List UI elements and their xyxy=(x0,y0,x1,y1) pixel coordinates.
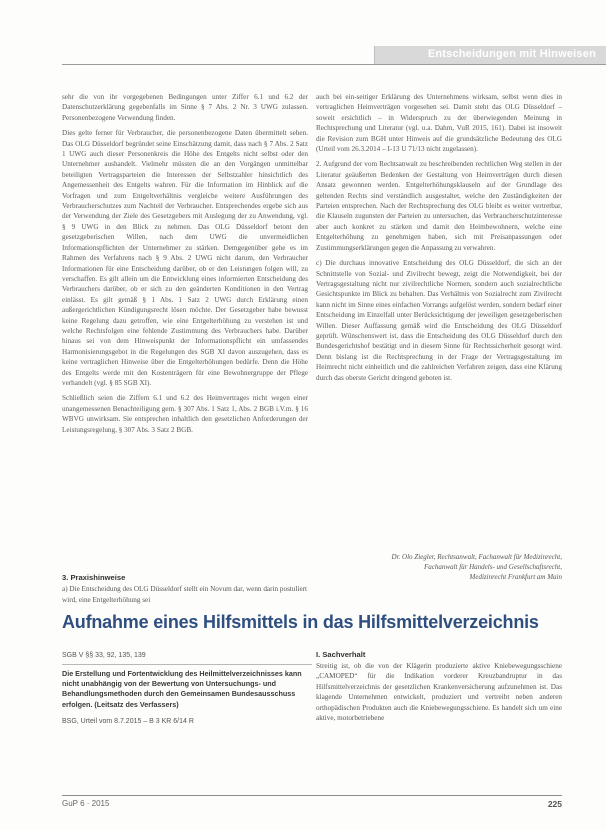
headnote: Die Erstellung und Fortentwicklung des Heilmittelverzeichnisses kann nicht unabhängig von der Bewertung von Untersuchungs- und Behandlungsmethoden durch den Gemeinsamen Bundesausschuss erfolgen. (Leitsatz des Verfassers) xyxy=(62,669,302,709)
page-number: 225 xyxy=(547,799,562,809)
article-title: Aufnahme eines Hilfsmittels in das Hilfsmittelverzeichnis xyxy=(62,612,539,632)
facts-section xyxy=(316,650,562,723)
signature-line-2: Fachanwalt für Handels- und Gesellschaftsrecht, xyxy=(424,563,562,571)
right-paragraph-2: 2. Aufgrund der vom Rechtsanwalt zu beschreibenden rechtlichen Weg stellen in der Literatur geäußerten Bedenken der Gestaltung von Heimverträgen durch diesen Ansatz gewonnen werden. Entgelterhöhungsklauseln auf der Grundlage des geltenden Rechts sind verständlich ausgestaltet, welche den Zuständigkeiten der Parteien entsprechen. Nach der Rechtsprechung des OLG bleibt es weiter vertretbar, die Klauseln zugunsten der Parteien zu untersuchen, das Verbraucherschutzinteresse aber auch konkret zu stärken und damit den Heimbewohnern, welche eine Entgelterhöhung zu genehmigen haben, sich mit Preisanpassungen oder Zustimmungserklärungen gegen die Anpassung zu verwahren. xyxy=(316,160,562,252)
facts-heading: I. Sachverhalt xyxy=(316,650,366,659)
left-paragraph-1: sehr die von ihr vorgegebenen Bedingungen unter Ziffer 6.1 und 6.2 der Datenschutzerklärung gegebenfalls im Sinne § 7 Abs. 2 Nr. 3 UWG zulassen. Personenbezogene Verwendung finden. xyxy=(62,93,308,122)
right-text-column xyxy=(316,92,562,388)
signature-line-1: Dr. Olo Ziegler, Rechtsanwalt, Fachanwalt für Medizinrecht, xyxy=(391,553,562,561)
left-paragraph-2: Dies gelte ferner für Verbraucher, die personenbezogene Daten übermittelt sehen. Das OLG Düsseldorf begründet seine Einschätzung damit, dass nach § 7 Abs. 2 Satz 1 UWG auch dieser Personenkreis die Höhe des Entgelts nicht selbst oder den Unternehmer aushandelt. Vielmehr müssten die an den Vorgängen unmittelbar beteiligten Vertragsparteien die Interessen der Selbstzahler hinsichtlich des Angemessenheit des Entgelts wahren. Für die Information im Hinblick auf die Vorfragen und zum Entgeltverhältnis vergleiche weitere Ausführungen des Verbraucherschutzes zum Nachteil der Verbraucher. Entsprechendes ergebe sich aus der Verwendung der Ziele des Gesetzgebers mit Auslegung der zu Anwendung, vgl. § 9 UWG in den Blick zu nehmen. Das OLG Düsseldorf betont den gesetzgeberischen Willen, nach dem UWG die unvermeidlichen Informationspflichten der Unternehmer zu stärken. Demgegenüber gehe es im Rahmen des Verfahrens nach § 9 Abs. 2 UWG nicht darum, den Verbraucher Informationen für eine Entscheidung darüber, ob er den Leistungen folgen will, zu verschaffen. Es gilt allein um die Entwicklung eines informierten Entscheidung des Verbrauchers darüber, ob er sich zu den geänderten Konditionen in den Vertrag einlässt. Es gilt gemäß § 1 Abs. 1 Satz 2 UWG durch Erklärung einen außergerichtlichen Kündigungsrecht lösen möchte. Der Gesetzgeber habe bewusst keine Regelung dazu getroffen, wie eine Entgelterhöhung zu verstehen ist und welche Rechtsfolgen eine fehlende Zustimmung des Verbrauchers habe. Darüber hinaus sei von dem Hinweispunkt der Informationspflicht ein umfassendes Harmonisierungsgebot in die Regelungen des SGB XI davon auszugehen, dass es keine vertraglichen Hinweise über die Entgelterhöhungen bedürfe. Denn die Höhe des Entgelts werde mit den Kostenträgern für eine Bewohnergruppe der Pflege verhandelt (vgl. § 85 SGB XI). xyxy=(62,129,308,387)
court-reference: BSG, Urteil vom 8.7.2015 – B 3 KR 6/14 R xyxy=(62,717,194,725)
practice-heading: 3. Praxishinweise xyxy=(62,573,126,582)
footer-rule xyxy=(62,795,562,796)
author-signature xyxy=(316,552,562,582)
right-paragraph-3: c) Die durchaus innovative Entscheidung des OLG Düsseldorf, die sich an der Schnittstelle von Sozial- und Zivilrecht bewegt, zeigt die Notwendigkeit, bei der Vertragsgestaltung nicht nur zivilrechtliche Normen, sondern auch sozialrechtliche Gesichtspunkte im Blick zu behalten. Das Verhältnis von Sozialrecht zum Zivilrecht kann nicht im Sinne eines einfachen Vorrangs aufgelöst werden, sondern bedarf einer Entscheidung im Einzelfall unter Berücksichtigung der jeweiligen gesetzgeberischen Willen. Dieser Auffassung gemäß wird die Entscheidung des OLG Düsseldorf geprüft. Wünschenswert ist, dass die Entscheidung des OLG Düsseldorf durch den Bundesgerichtshof bestätigt und in diesem Sinne für Rechtssicherheit gesorgt wird. Denn bislang ist die Rechtsprechung in der Frage der Vertragsgestaltung im Heimrecht nicht einheitlich und die zahlreichen Verfahren zeigen, dass eine Klärung durch das oberste Gericht dringend geboten ist. xyxy=(316,259,562,382)
facts-text: Streitig ist, ob die von der Klägerin produzierte aktive Kniebewegungsschiene „CAMOPED“ für die Indikation vorderer Kreuzbandruptur in das Hilfsmittelverzeichnis der gesetzlichen Krankenversicherung aufzunehmen ist. Das klagende Unternehmen entwickelt, produziert und vertreibt neben anderen orthopädischen Produkten auch die Kniebewegungsschiene. Es handelt sich um eine aktive, motorbetriebene xyxy=(316,662,562,723)
signature-line-3: Medizinrecht Frankfurt am Main xyxy=(469,573,562,581)
right-paragraph-1: auch bei ein-seitiger Erklärung des Unternehmens wirksam, selbst wenn dies in vertraglichen Heimverträgen vorgesehen sei. Damit steht das OLG Düsseldorf – soweit ersichtlich – in Widerspruch zu der überwiegenden Meinung in Rechtsprechung und Literatur (vgl. u.a. Dahm, VuR 2015, 161). Dabei ist insoweit die Revision zum BGH unter Hinweis auf die grundsätzliche Bedeutung des OLG (Urteil vom 26.3.2014 – I-13 U 71/13 nicht zugelassen). xyxy=(316,93,562,154)
left-text-column xyxy=(62,92,308,440)
article-meta xyxy=(62,650,312,727)
section-header-title: Entscheidungen mit Hinweisen xyxy=(427,48,596,60)
practice-notes xyxy=(62,573,308,605)
journal-reference: GuP 6 · 2015 xyxy=(62,799,110,808)
legal-norms: SGB V §§ 33, 92, 135, 139 xyxy=(62,652,146,659)
practice-text: a) Die Entscheidung des OLG Düsseldorf stellt ein Novum dar, wenn darin postuliert wird, eine Entgelterhöhung sei xyxy=(62,585,308,604)
left-paragraph-3: Schließlich seien die Ziffern 6.1 und 6.2 des Heimvertrages nicht wegen einer unangemessenen Benachteiligung gem. § 307 Abs. 1 Satz 1, Abs. 2 BGB i.V.m. § 16 WBVG unwirksam. Sie entsprechen inhaltlich den gesetzlichen Anforderungen der Leistungsregelung, § 307 Abs. 3 Satz 2 BGB. xyxy=(62,394,308,434)
meta-divider xyxy=(62,664,312,665)
section-header-band xyxy=(374,46,606,65)
header-rule xyxy=(62,64,606,65)
